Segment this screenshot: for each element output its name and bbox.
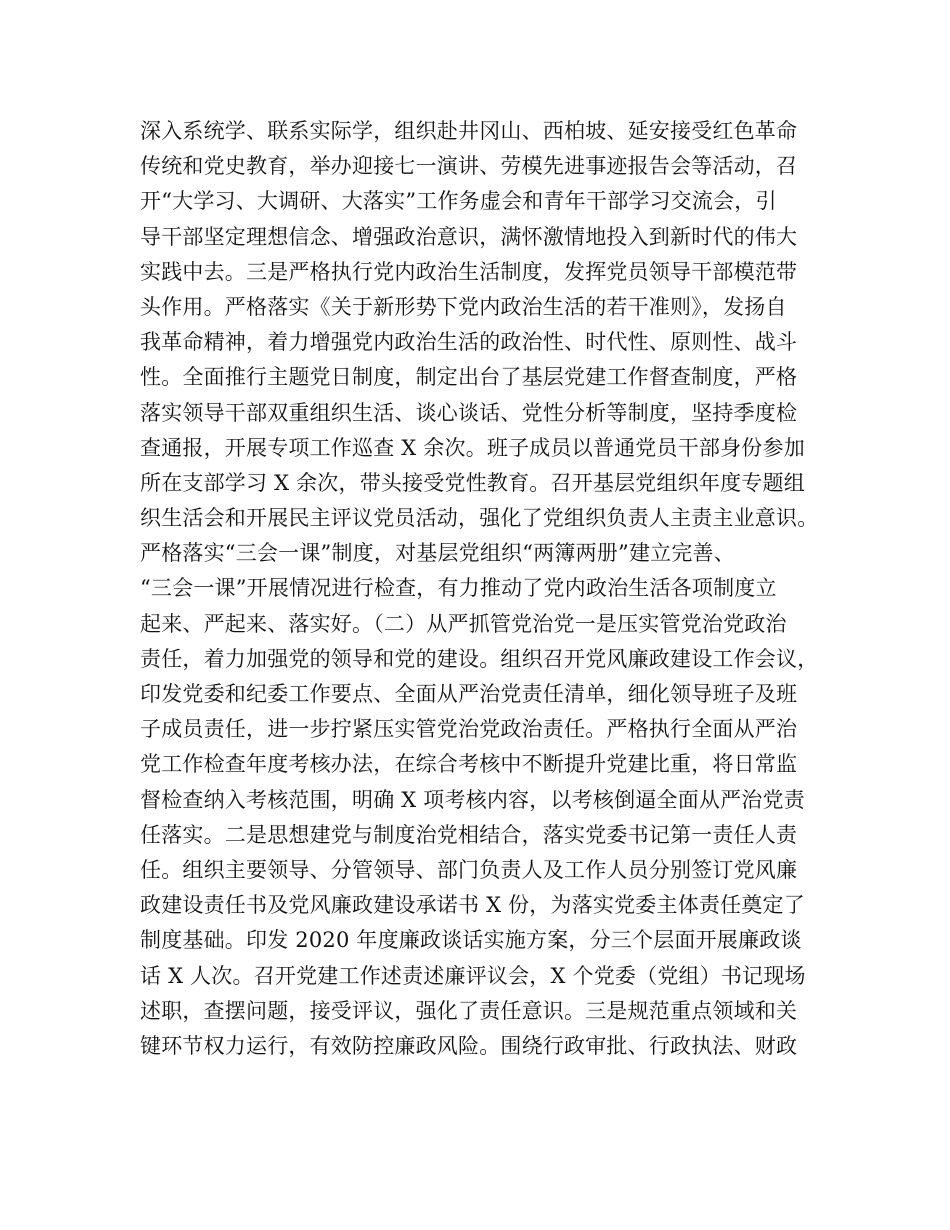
text-line: 印发党委和纪委工作要点、全面从严治党责任清单，细化领导班子及班	[140, 682, 798, 706]
text-line: “三会一课”开展情况进行检查，有力推动了党内政治生活各项制度立	[140, 576, 777, 601]
text-line: 我革命精神，着力增强党内政治生活的政治性、时代性、原则性、战斗	[140, 330, 798, 355]
text-line: 起来、严起来、落实好。（二）从严抓管党治党一是压实管党治党政治	[140, 611, 787, 636]
text-line: 任落实。二是思想建党与制度治党相结合，落实党委书记第一责任人责	[140, 822, 798, 847]
text-line: 性。全面推行主题党日制度，制定出台了基层党建工作督查制度，严格	[140, 365, 798, 390]
text-line: 制度基础。印发 2020 年度廉政谈话实施方案，分三个层面开展廉政谈	[140, 928, 802, 953]
text-line: 传统和党史教育，举办迎接七一演讲、劳模先进事迹报告会等活动，召	[140, 154, 798, 179]
text-line: 严格落实“三会一课”制度，对基层党组织“两簿两册”建立完善、	[140, 541, 735, 566]
text-line: 开“大学习、大调研、大落实”工作务虚会和青年干部学习交流会，引	[140, 189, 777, 214]
text-line: 落实领导干部双重组织生活、谈心谈话、党性分析等制度，坚持季度检	[140, 400, 798, 425]
text-line: 述职，查摆问题，接受评议，强化了责任意识。三是规范重点领域和关	[140, 998, 798, 1023]
text-line: 党工作检查年度考核办法，在综合考核中不断提升党建比重，将日常监	[140, 752, 798, 777]
text-line: 任。组织主要领导、分管领导、部门负责人及工作人员分别签订党风廉	[140, 857, 798, 882]
text-line: 子成员责任，进一步拧紧压实管党治党政治责任。严格执行全面从严治	[140, 717, 798, 742]
text-line: 所在支部学习 X 余次，带头接受党性教育。召开基层党组织年度专题组	[140, 470, 805, 495]
text-line: 政建设责任书及党风廉政建设承诺书 X 份，为落实党委主体责任奠定了	[140, 893, 805, 918]
text-line: 头作用。严格落实《关于新形势下党内政治生活的若干准则》，发扬自	[140, 294, 787, 319]
document-body-text	[140, 114, 830, 1064]
text-line: 键环节权力运行，有效防控廉政风险。围绕行政审批、行政执法、财政	[140, 1033, 798, 1058]
text-line: 导干部坚定理想信念、增强政治意识，满怀激情地投入到新时代的伟大	[140, 224, 798, 249]
text-line: 责任，着力加强党的领导和党的建设。组织召开党风廉政建设工作会议，	[140, 646, 819, 671]
text-line: 实践中去。三是严格执行党内政治生活制度，发挥党员领导干部模范带	[140, 259, 798, 284]
text-line: 督检查纳入考核范围，明确 X 项考核内容，以考核倒逼全面从严治党责	[140, 787, 805, 812]
text-line: 话 X 人次。召开党建工作述责述廉评议会，X 个党委（党组）书记现场	[140, 963, 806, 988]
text-line: 织生活会和开展民主评议党员活动，强化了党组织负责人主责主业意识。	[140, 506, 819, 531]
text-line: 深入系统学、联系实际学，组织赴井冈山、西柏坡、延安接受红色革命	[140, 119, 798, 143]
text-line: 查通报，开展专项工作巡查 X 余次。班子成员以普通党员干部身份参加	[140, 435, 805, 460]
